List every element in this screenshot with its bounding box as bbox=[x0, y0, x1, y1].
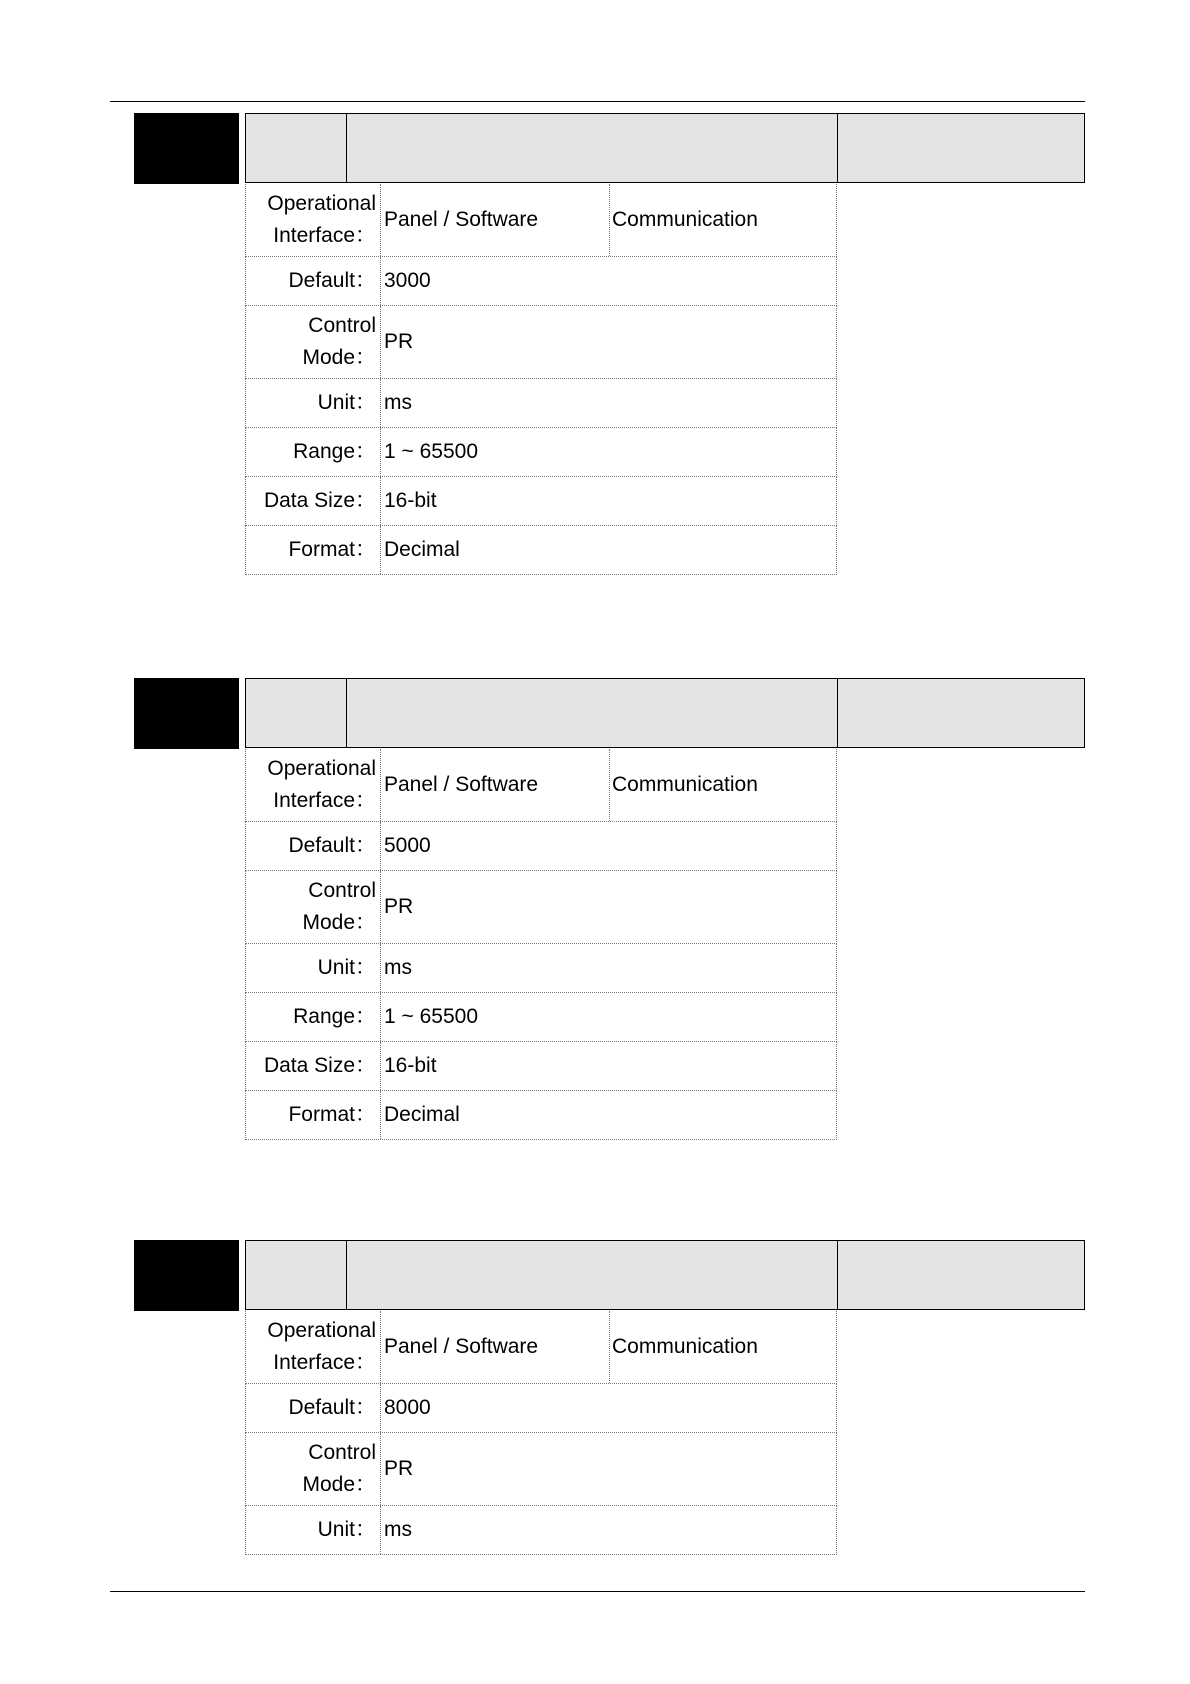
value-default: 3000 bbox=[384, 269, 431, 292]
parameter-code-box bbox=[134, 678, 239, 749]
row-unit bbox=[245, 944, 837, 993]
label-data-size: Data Size： bbox=[246, 1042, 381, 1090]
label-operational-interface: Operational Interface： bbox=[246, 749, 381, 821]
row-data-size bbox=[245, 1042, 837, 1091]
row-control-mode bbox=[245, 306, 837, 379]
parameter-header bbox=[245, 678, 1085, 749]
label-data-size: Data Size： bbox=[246, 477, 381, 525]
header-cell-address bbox=[837, 678, 1085, 748]
label-operational-interface: Operational Interface： bbox=[246, 184, 381, 256]
header-cell-address bbox=[837, 1240, 1085, 1310]
value-communication: Communication bbox=[612, 208, 758, 231]
row-operational-interface bbox=[245, 1311, 837, 1384]
label-unit: Unit： bbox=[246, 944, 381, 992]
value-panel-software: Panel / Software bbox=[384, 1335, 539, 1358]
row-format bbox=[245, 526, 837, 575]
parameter-attributes bbox=[245, 749, 837, 1140]
value-communication: Communication bbox=[612, 773, 758, 796]
value-control-mode: PR bbox=[384, 1457, 414, 1480]
column-divider bbox=[609, 1311, 610, 1383]
value-unit: ms bbox=[384, 391, 412, 414]
label-control-mode: Control Mode： bbox=[246, 1433, 381, 1505]
label-control-mode: Control Mode： bbox=[246, 871, 381, 943]
parameter-code-box bbox=[134, 113, 239, 184]
label-control-mode: Control Mode： bbox=[246, 306, 381, 378]
label-range: Range： bbox=[246, 993, 381, 1041]
row-control-mode bbox=[245, 871, 837, 944]
column-divider bbox=[609, 749, 610, 821]
header-cell-number bbox=[245, 678, 347, 748]
parameter-header bbox=[245, 113, 1085, 184]
parameter-code-box bbox=[134, 1240, 239, 1311]
column-divider bbox=[609, 184, 610, 256]
label-format: Format： bbox=[246, 1091, 381, 1139]
header-cell-address bbox=[837, 113, 1085, 183]
row-data-size bbox=[245, 477, 837, 526]
row-unit bbox=[245, 379, 837, 428]
value-default: 5000 bbox=[384, 834, 431, 857]
row-default bbox=[245, 257, 837, 306]
parameter-attributes bbox=[245, 1311, 837, 1555]
value-panel-software: Panel / Software bbox=[384, 773, 539, 796]
value-range: 1 ~ 65500 bbox=[384, 1005, 479, 1028]
footer-rule bbox=[110, 1591, 1085, 1592]
value-unit: ms bbox=[384, 956, 412, 979]
row-default bbox=[245, 1384, 837, 1433]
header-cell-number bbox=[245, 1240, 347, 1310]
value-control-mode: PR bbox=[384, 330, 414, 353]
row-unit bbox=[245, 1506, 837, 1555]
value-format: Decimal bbox=[384, 538, 460, 561]
value-communication: Communication bbox=[612, 1335, 758, 1358]
value-unit: ms bbox=[384, 1518, 412, 1541]
label-default: Default： bbox=[246, 257, 381, 305]
label-unit: Unit： bbox=[246, 1506, 381, 1554]
label-operational-interface: Operational Interface： bbox=[246, 1311, 381, 1383]
row-operational-interface bbox=[245, 749, 837, 822]
row-operational-interface bbox=[245, 184, 837, 257]
value-control-mode: PR bbox=[384, 895, 414, 918]
value-format: Decimal bbox=[384, 1103, 460, 1126]
label-unit: Unit： bbox=[246, 379, 381, 427]
header-rule bbox=[110, 101, 1085, 102]
row-format bbox=[245, 1091, 837, 1140]
parameter-attributes bbox=[245, 184, 837, 575]
header-cell-name bbox=[346, 1240, 838, 1310]
row-control-mode bbox=[245, 1433, 837, 1506]
header-cell-name bbox=[346, 113, 838, 183]
label-range: Range： bbox=[246, 428, 381, 476]
row-range bbox=[245, 428, 837, 477]
header-cell-number bbox=[245, 113, 347, 183]
value-panel-software: Panel / Software bbox=[384, 208, 539, 231]
row-range bbox=[245, 993, 837, 1042]
label-default: Default： bbox=[246, 1384, 381, 1432]
label-format: Format： bbox=[246, 526, 381, 574]
value-range: 1 ~ 65500 bbox=[384, 440, 479, 463]
value-default: 8000 bbox=[384, 1396, 431, 1419]
row-default bbox=[245, 822, 837, 871]
value-data-size: 16-bit bbox=[384, 489, 437, 512]
label-default: Default： bbox=[246, 822, 381, 870]
header-cell-name bbox=[346, 678, 838, 748]
value-data-size: 16-bit bbox=[384, 1054, 437, 1077]
parameter-header bbox=[245, 1240, 1085, 1311]
